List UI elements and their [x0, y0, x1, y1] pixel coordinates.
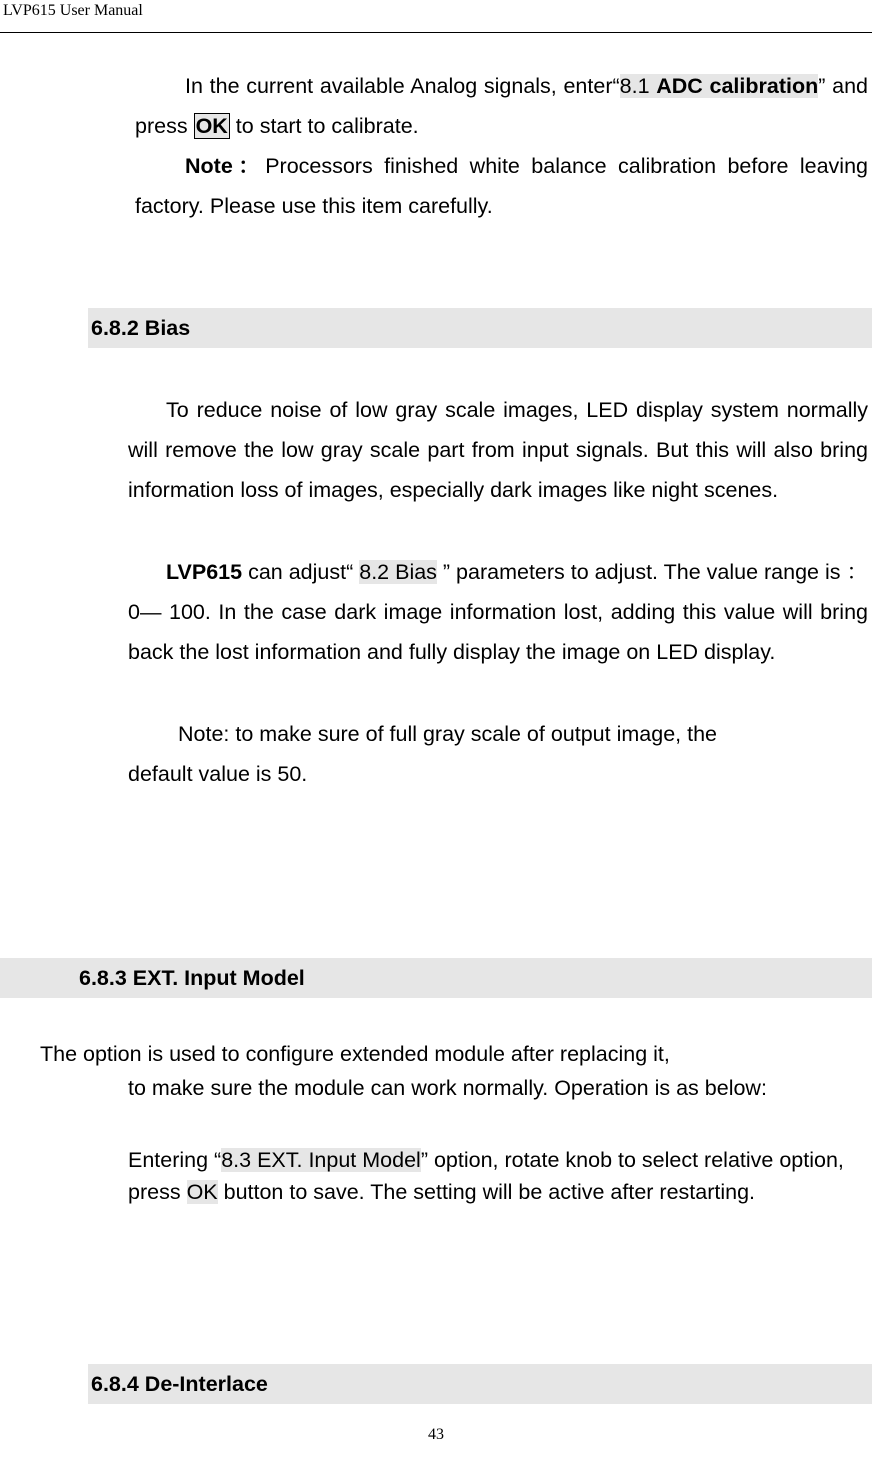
section-bias-bar — [88, 308, 872, 348]
page-number: 43 — [428, 1426, 444, 1443]
ext-line-2 — [128, 1068, 872, 1108]
menu-ref-ext-input-model: 8.3 EXT. Input Model — [221, 1148, 421, 1172]
section-ext-bar — [0, 958, 872, 998]
header-title: LVP615 User Manual — [3, 2, 143, 19]
bias-text-2b: ” parameters to adjust. The value range is ：0— 100. In the case dark image information lost, adding this value will bring back the lost information and fully display the image on LED display. — [128, 560, 868, 664]
intro-paragraph — [135, 66, 868, 146]
ext-text-line-1: The option is used to configure extended module after replacing it, — [40, 1042, 670, 1066]
ext-text-c: button to save. The setting will be active after restarting. — [217, 1180, 756, 1204]
page-header — [0, 0, 872, 33]
bias-note-text-1: Note: to make sure of full gray scale of output image, the — [178, 722, 717, 746]
intro-note — [135, 146, 868, 226]
note-label: Note： — [185, 154, 266, 178]
menu-ref-adc-num: 8.1 — [619, 74, 657, 98]
intro-text-a: In the current available Analog signals, enter“ — [185, 74, 620, 98]
menu-ref-bias: 8.2 Bias — [359, 560, 437, 584]
section-title-bias: 6.8.2 Bias — [91, 316, 191, 340]
bias-note-text-2: default value is 50. — [128, 762, 308, 786]
intro-text-b: ” and press — [135, 74, 868, 138]
ok-key-label: OK — [195, 114, 228, 138]
bias-note-line-2 — [128, 754, 868, 794]
section-title-ext: 6.8.3 EXT. Input Model — [79, 966, 305, 990]
ext-paragraph — [128, 1144, 858, 1208]
ok-button-label: OK — [186, 1180, 218, 1204]
menu-ref-adc-calibration: ADC calibration — [656, 74, 819, 98]
section-title-deinterlace: 6.8.4 De-Interlace — [91, 1372, 268, 1396]
note-text: Processors finished white balance calibration before leaving factory. Please use this item carefully. — [135, 154, 868, 218]
model-name: LVP615 — [166, 560, 243, 584]
ext-text-line-2: to make sure the module can work normally. Operation is as below: — [128, 1076, 767, 1100]
bias-paragraph-2 — [128, 552, 868, 672]
ext-text-b: ” option, rotate knob to select relative option, press — [128, 1148, 844, 1204]
bias-text-2a: can adjust“ — [242, 560, 360, 584]
bias-paragraph-1 — [128, 390, 868, 510]
bias-text-1: To reduce noise of low gray scale images, LED display system normally will remove the low gray scale part from input signals. But this will also bring information loss of images, especially dark images like night scenes. — [128, 398, 868, 502]
ext-text-a: Entering “ — [128, 1148, 222, 1172]
section-deinterlace-bar — [88, 1364, 872, 1404]
bias-note-line-1 — [178, 714, 868, 754]
intro-text-c: to start to calibrate. — [229, 114, 419, 138]
